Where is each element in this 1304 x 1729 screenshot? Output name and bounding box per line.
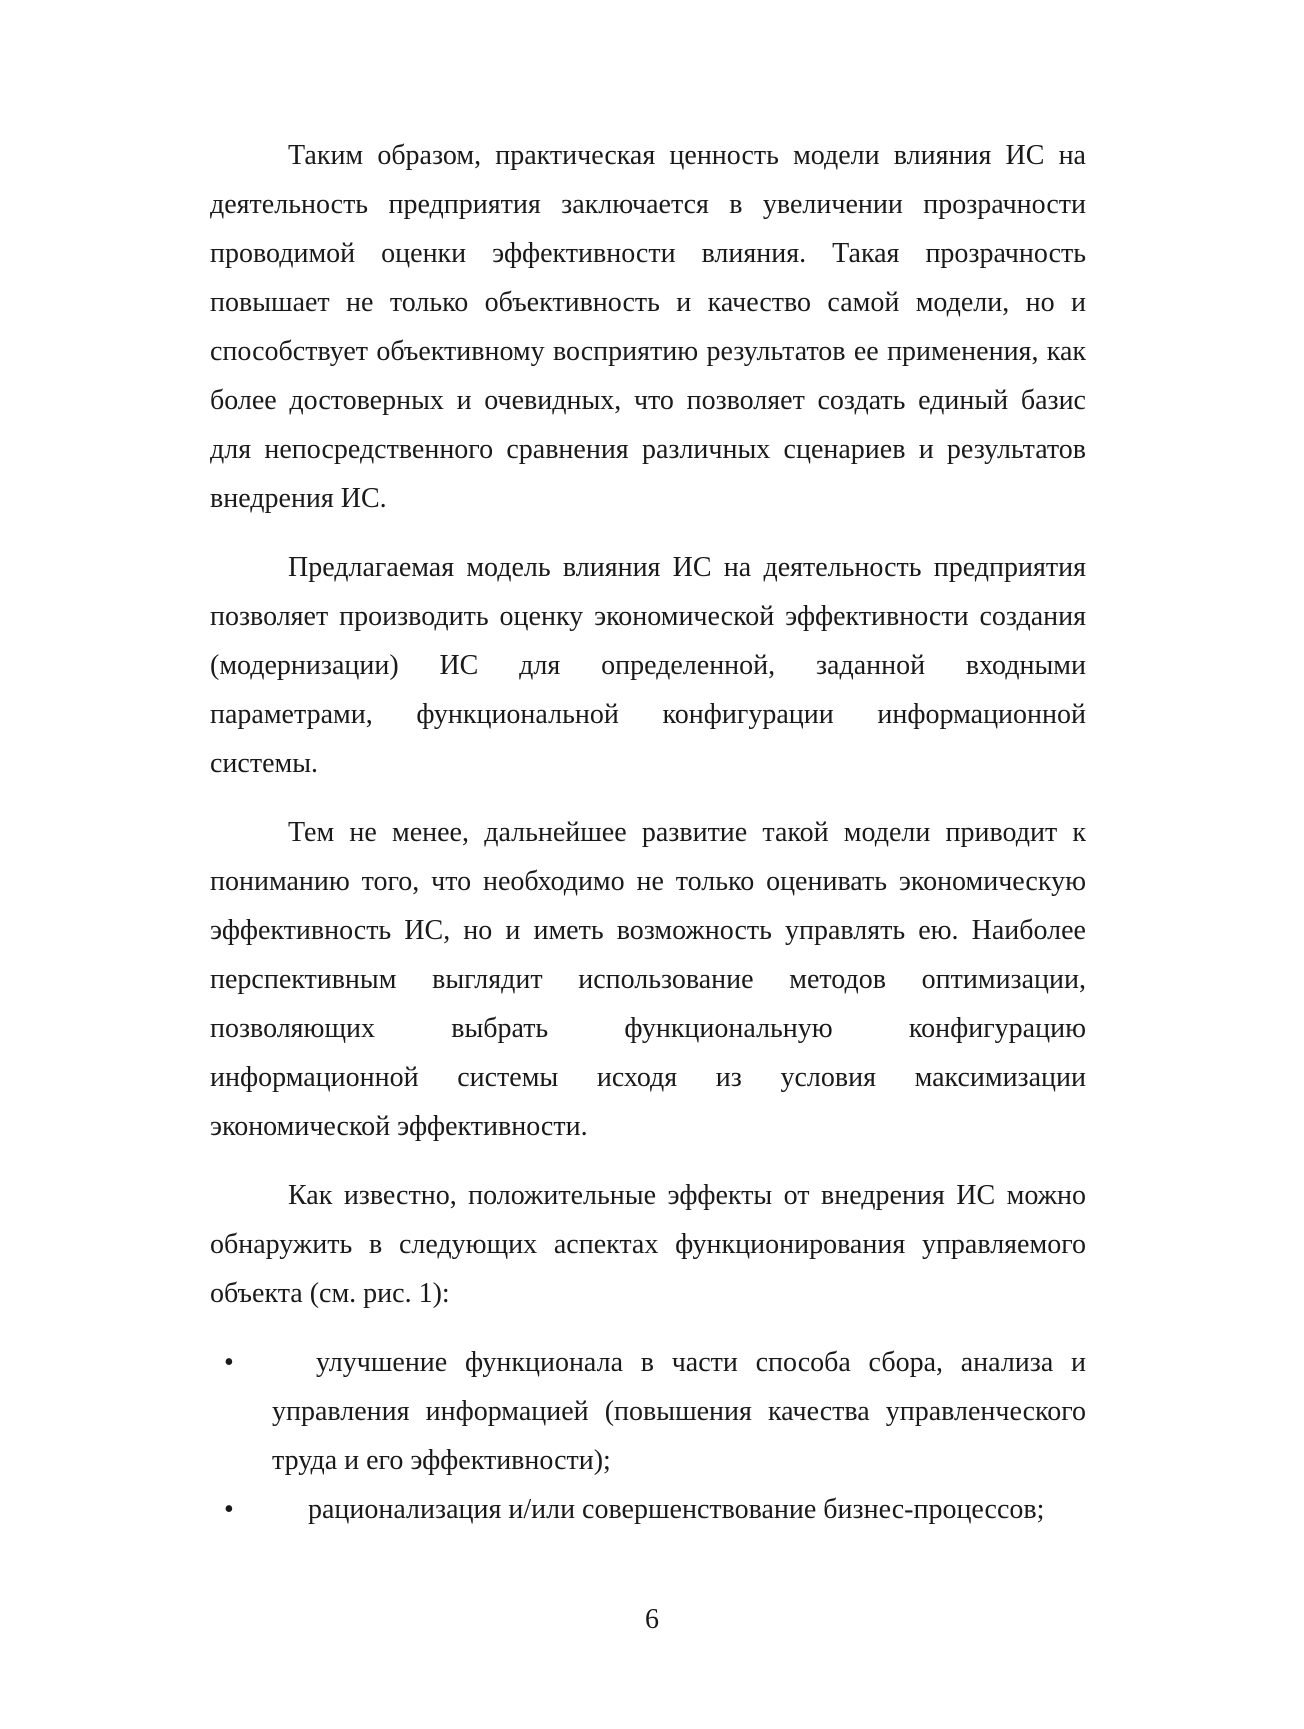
text-column bbox=[210, 131, 1086, 1534]
paragraph-proposed-model: Предлагаемая модель влияния ИС на деятельность предприятия позволяет производить оценку экономической эффективности создания (модернизации) ИС для определенной, заданной входными параметрами, функциональной конфигурации информационной системы. bbox=[210, 552, 1086, 779]
list-item-text: рационализация и/или совершенствование бизнес-процессов; bbox=[308, 1494, 1045, 1525]
paragraph-positive-effects: Как известно, положительные эффекты от внедрения ИС можно обнаружить в следующих аспектах функционирования управляемого объекта (см. рис. 1): bbox=[210, 1180, 1086, 1309]
paragraph-optimization: Тем не менее, дальнейшее развитие такой модели приводит к пониманию того, что необходимо не только оценивать экономическую эффективность ИС, но и иметь возможность управлять ею. Наиболее перспективным выглядит использование методов оптимизации, позволяющих выбрать функциональную конфигурацию информационной системы исходя из условия максимизации экономической эффективности. bbox=[210, 817, 1086, 1142]
bullet-icon: • bbox=[224, 1494, 234, 1525]
list-item bbox=[210, 1338, 1086, 1485]
bullet-icon: • bbox=[224, 1347, 234, 1378]
paragraph-conclusion: Таким образом, практическая ценность модели влияния ИС на деятельность предприятия заключается в увеличении прозрачности проводимой оценки эффективности влияния. Такая прозрачность повышает не только объективность и качество самой модели, но и способствует объективному восприятию результатов ее применения, как более достоверных и очевидных, что позволяет создать единый базис для непосредственного сравнения различных сценариев и результатов внедрения ИС. bbox=[210, 140, 1086, 514]
list-item bbox=[210, 1485, 1086, 1534]
list-item-text: улучшение функционала в части способа сбора, анализа и управления информацией (повышения качества управленческого труда и его эффективности); bbox=[272, 1347, 1086, 1476]
page-number: 6 bbox=[645, 1604, 659, 1635]
effects-list bbox=[210, 1338, 1086, 1534]
